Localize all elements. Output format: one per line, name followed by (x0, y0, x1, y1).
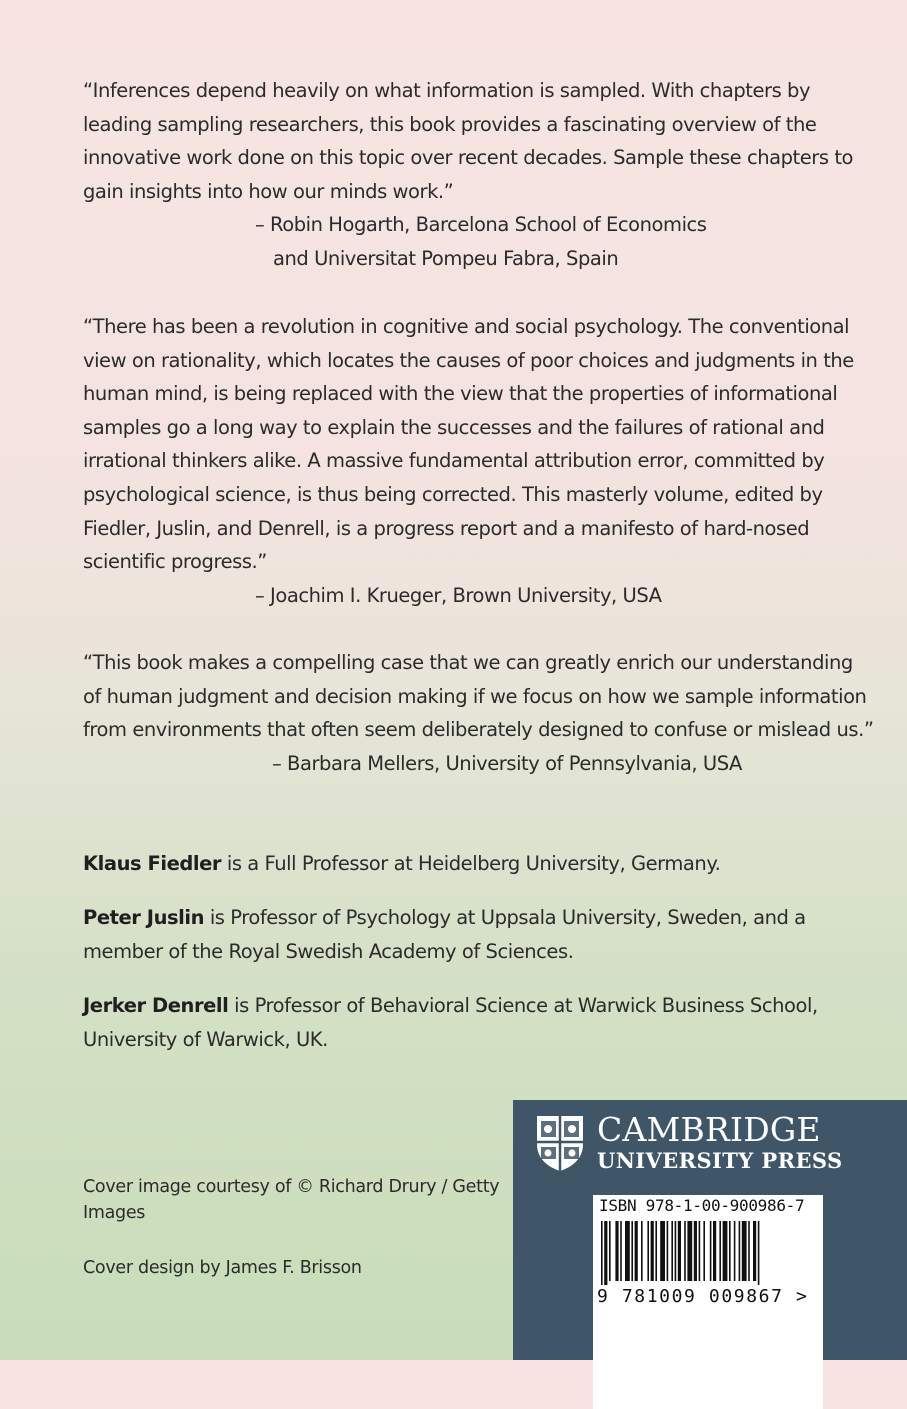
barcode-bar (631, 1221, 633, 1281)
endorsement-2-line-6: psychological science, is thus being corrected. This masterly volume, edited by (83, 483, 823, 506)
publisher-subtitle: UNIVERSITY PRESS (597, 1148, 843, 1173)
barcode-bar (748, 1221, 750, 1281)
barcode-bar (675, 1221, 677, 1281)
endorsement-3-line-3: from environments that often seem deliberately designed to confuse or mislead us.” (83, 718, 874, 742)
barcode-bar (703, 1221, 705, 1281)
endorsement-2-line-2: view on rationality, which locates the causes of poor choices and judgments in the (83, 348, 854, 372)
barcode-bar (671, 1221, 673, 1281)
barcode-bar (620, 1221, 622, 1281)
endorsement-3-attribution: – Barbara Mellers, University of Pennsylvania, USA (272, 751, 742, 775)
barcode-bar (635, 1221, 638, 1281)
cover-design-credit: Cover design by James F. Brisson (83, 1258, 362, 1278)
author-name-fiedler: Klaus Fiedler (83, 852, 222, 875)
isbn-label: ISBN 978-1-00-900986-7 (599, 1196, 805, 1215)
author-name-juslin: Peter Juslin (83, 906, 205, 929)
barcode-bars (601, 1221, 815, 1285)
author-bio-juslin-line-2: member of the Royal Swedish Academy of Sciences. (83, 939, 574, 963)
endorsement-3-line-1: “This book makes a compelling case that we can greatly enrich our understanding (83, 651, 853, 674)
endorsement-1-attribution-1: – Robin Hogarth, Barcelona School of Economics (255, 213, 707, 237)
endorsement-2-line-1: “There has been a revolution in cognitive and social psychology. The conventional (83, 315, 850, 338)
barcode-bar (647, 1221, 649, 1281)
endorsement-1-line-2: leading sampling researchers, this book provides a fascinating overview of the (83, 112, 817, 136)
barcode-bar (601, 1221, 603, 1285)
barcode-bar (678, 1221, 681, 1281)
author-name-denrell: Jerker Denrell (83, 994, 229, 1017)
endorsement-1-line-3: innovative work done on this topic over recent decades. Sample these chapters to (83, 146, 854, 170)
author-bio-denrell-text-1: is Professor of Behavioral Science at Warwick Business School, (228, 994, 818, 1017)
barcode-bar (641, 1221, 643, 1281)
author-bio-juslin-text-1: is Professor of Psychology at Uppsala University, Sweden, and a (204, 906, 806, 929)
barcode-bar (660, 1221, 665, 1281)
barcode-bar (719, 1221, 721, 1281)
publisher-panel (513, 1100, 907, 1360)
endorsement-2-line-4: samples go a long way to explain the successes and the failures of rational and (83, 415, 825, 439)
author-bio-fiedler-text: is a Full Professor at Heidelberg University, Germany. (221, 852, 721, 875)
barcode-bar (713, 1221, 716, 1281)
cambridge-shield-icon (535, 1114, 585, 1172)
barcode-bar (615, 1221, 618, 1281)
barcode-bar (667, 1221, 669, 1281)
author-bio-fiedler (83, 847, 720, 881)
endorsement-3-line-2: of human judgment and decision making if we focus on how we sample information (83, 684, 867, 708)
barcode-bar (604, 1221, 607, 1285)
barcode-bar (684, 1221, 686, 1281)
author-bio-denrell-line-2: University of Warwick, UK. (83, 1027, 328, 1051)
endorsement-2-line-8: scientific progress.” (83, 550, 267, 574)
endorsement-2-line-5: irrational thinkers alike. A massive fundamental attribution error, committed by (83, 449, 825, 473)
cover-image-credit-line-1: Cover image courtesy of © Richard Drury / Getty (83, 1177, 500, 1197)
barcode-bar (723, 1221, 728, 1281)
barcode-bar (758, 1221, 760, 1285)
barcode-bar (734, 1221, 736, 1281)
endorsement-2-attribution: – Joachim I. Krueger, Brown University, USA (255, 583, 662, 607)
barcode-bar (625, 1221, 630, 1281)
ean-digits: 9 781009 009867 > (597, 1286, 809, 1307)
author-bio-juslin (83, 901, 806, 935)
barcode-bar (710, 1221, 712, 1281)
endorsement-1-line-4: gain insights into how our minds work.” (83, 179, 454, 203)
barcode-bar (729, 1221, 731, 1281)
endorsement-1-line-1: “Inferences depend heavily on what information is sampled. With chapters by (83, 79, 811, 102)
isbn-barcode (593, 1195, 823, 1409)
author-bio-denrell (83, 989, 818, 1023)
endorsement-2-line-7: Fiedler, Juslin, and Denrell, is a progress report and a manifesto of hard-nosed (83, 516, 810, 540)
cover-image-credit-line-2: Images (83, 1203, 146, 1223)
barcode-bar (651, 1221, 654, 1281)
barcode-bar (609, 1221, 611, 1281)
endorsement-2-line-3: human mind, is being replaced with the view that the properties of informational (83, 382, 838, 406)
barcode-bar (687, 1221, 692, 1281)
endorsement-1-attribution-2: and Universitat Pompeu Fabra, Spain (273, 247, 619, 270)
barcode-bar (742, 1221, 747, 1281)
publisher-name: CAMBRIDGE (597, 1110, 821, 1149)
barcode-bar (655, 1221, 657, 1281)
barcode-bar (699, 1221, 701, 1281)
barcode-bar (739, 1221, 741, 1281)
barcode-bar (694, 1221, 697, 1281)
barcode-bar (753, 1221, 756, 1281)
